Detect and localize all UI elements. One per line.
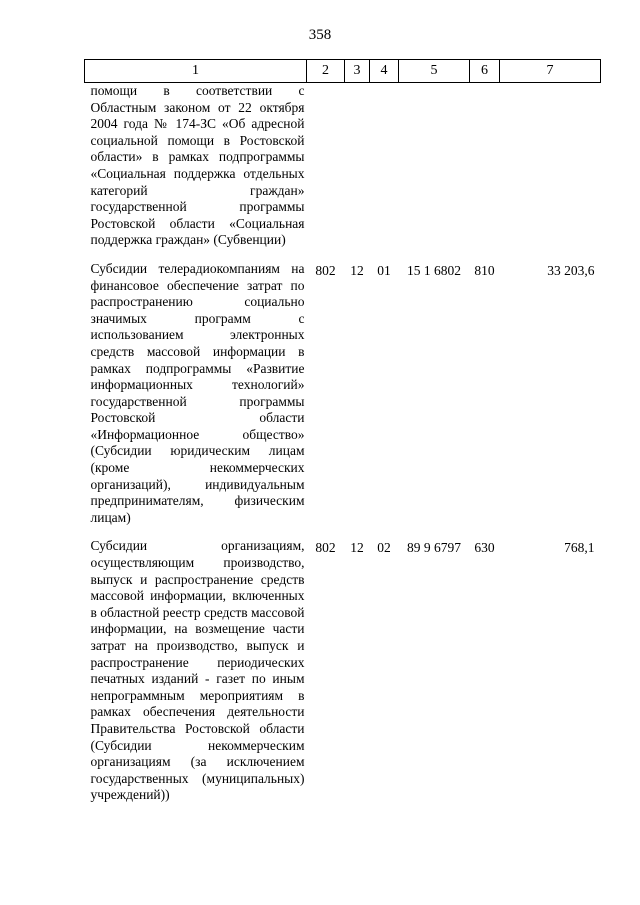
- table-header-row: [85, 60, 601, 83]
- row-description: Субсидии организациям, осуществляющим производство, выпуск и распространение средств массовой информации, включенных в областной реестр средств массовой информации, на возмещение части затрат на производство, выпуск и распространение периодических печатных изданий - газет по иным непрограммным мероприятиям в рамках обеспечения деятельности Правительства Ростовской области (Субсидии некоммерческим организациям (за исключением государственных (муниципальных) учреждений)): [90, 538, 305, 803]
- row-col-2: [307, 83, 345, 261]
- header-col-4: 4: [370, 60, 399, 83]
- header-col-2: 2: [307, 60, 345, 83]
- row-col-4: [370, 83, 399, 261]
- row-col-5: 15 1 6802: [407, 262, 461, 278]
- row-description: Субсидии телерадиокомпаниям на финансовое обеспечение затрат по распространению социально значимых программ с использованием электронных средств массовой информации в рамках подпрограммы «Развитие информационных технологий» государственной программы Ростовской области «Информационное общество» (Субсидии юридическим лицам (кроме некоммерческих организаций), индивидуальным предпринимателям, физическим лицам): [90, 260, 305, 525]
- table-row: [85, 538, 601, 804]
- page-number: 358: [308, 27, 332, 43]
- row-col-2: 802: [315, 262, 336, 278]
- row-col-7: 768,1: [564, 540, 595, 556]
- row-col-3: 12: [350, 262, 364, 278]
- row-col-4: 01: [377, 262, 391, 278]
- header-col-7: 7: [500, 60, 601, 83]
- row-description: помощи в соответствии с Областным законом от 22 октября 2004 года № 174-ЗС «Об адресной социальной помощи в Ростовской области» в рамках подпрограммы «Социальная поддержка отдельных категорий граждан» государственной программы Ростовской области «Социальная поддержка граждан» (Субвенции): [90, 83, 305, 248]
- row-col-6: 810: [474, 262, 495, 278]
- header-col-3: 3: [345, 60, 370, 83]
- row-col-7: [500, 83, 601, 261]
- row-col-2: 802: [315, 540, 336, 556]
- row-col-3: [345, 83, 370, 261]
- row-col-5: [399, 83, 470, 261]
- table-row: [85, 83, 601, 261]
- row-col-6: 630: [474, 540, 495, 556]
- header-col-6: 6: [470, 60, 500, 83]
- row-col-5: 89 9 6797: [407, 540, 461, 556]
- budget-table: [84, 59, 601, 804]
- row-col-7: 33 203,6: [547, 262, 595, 278]
- header-col-1: 1: [85, 60, 307, 83]
- row-col-3: 12: [350, 540, 364, 556]
- header-col-5: 5: [399, 60, 470, 83]
- row-col-4: 02: [377, 540, 391, 556]
- row-col-6: [470, 83, 500, 261]
- table-row: [85, 261, 601, 539]
